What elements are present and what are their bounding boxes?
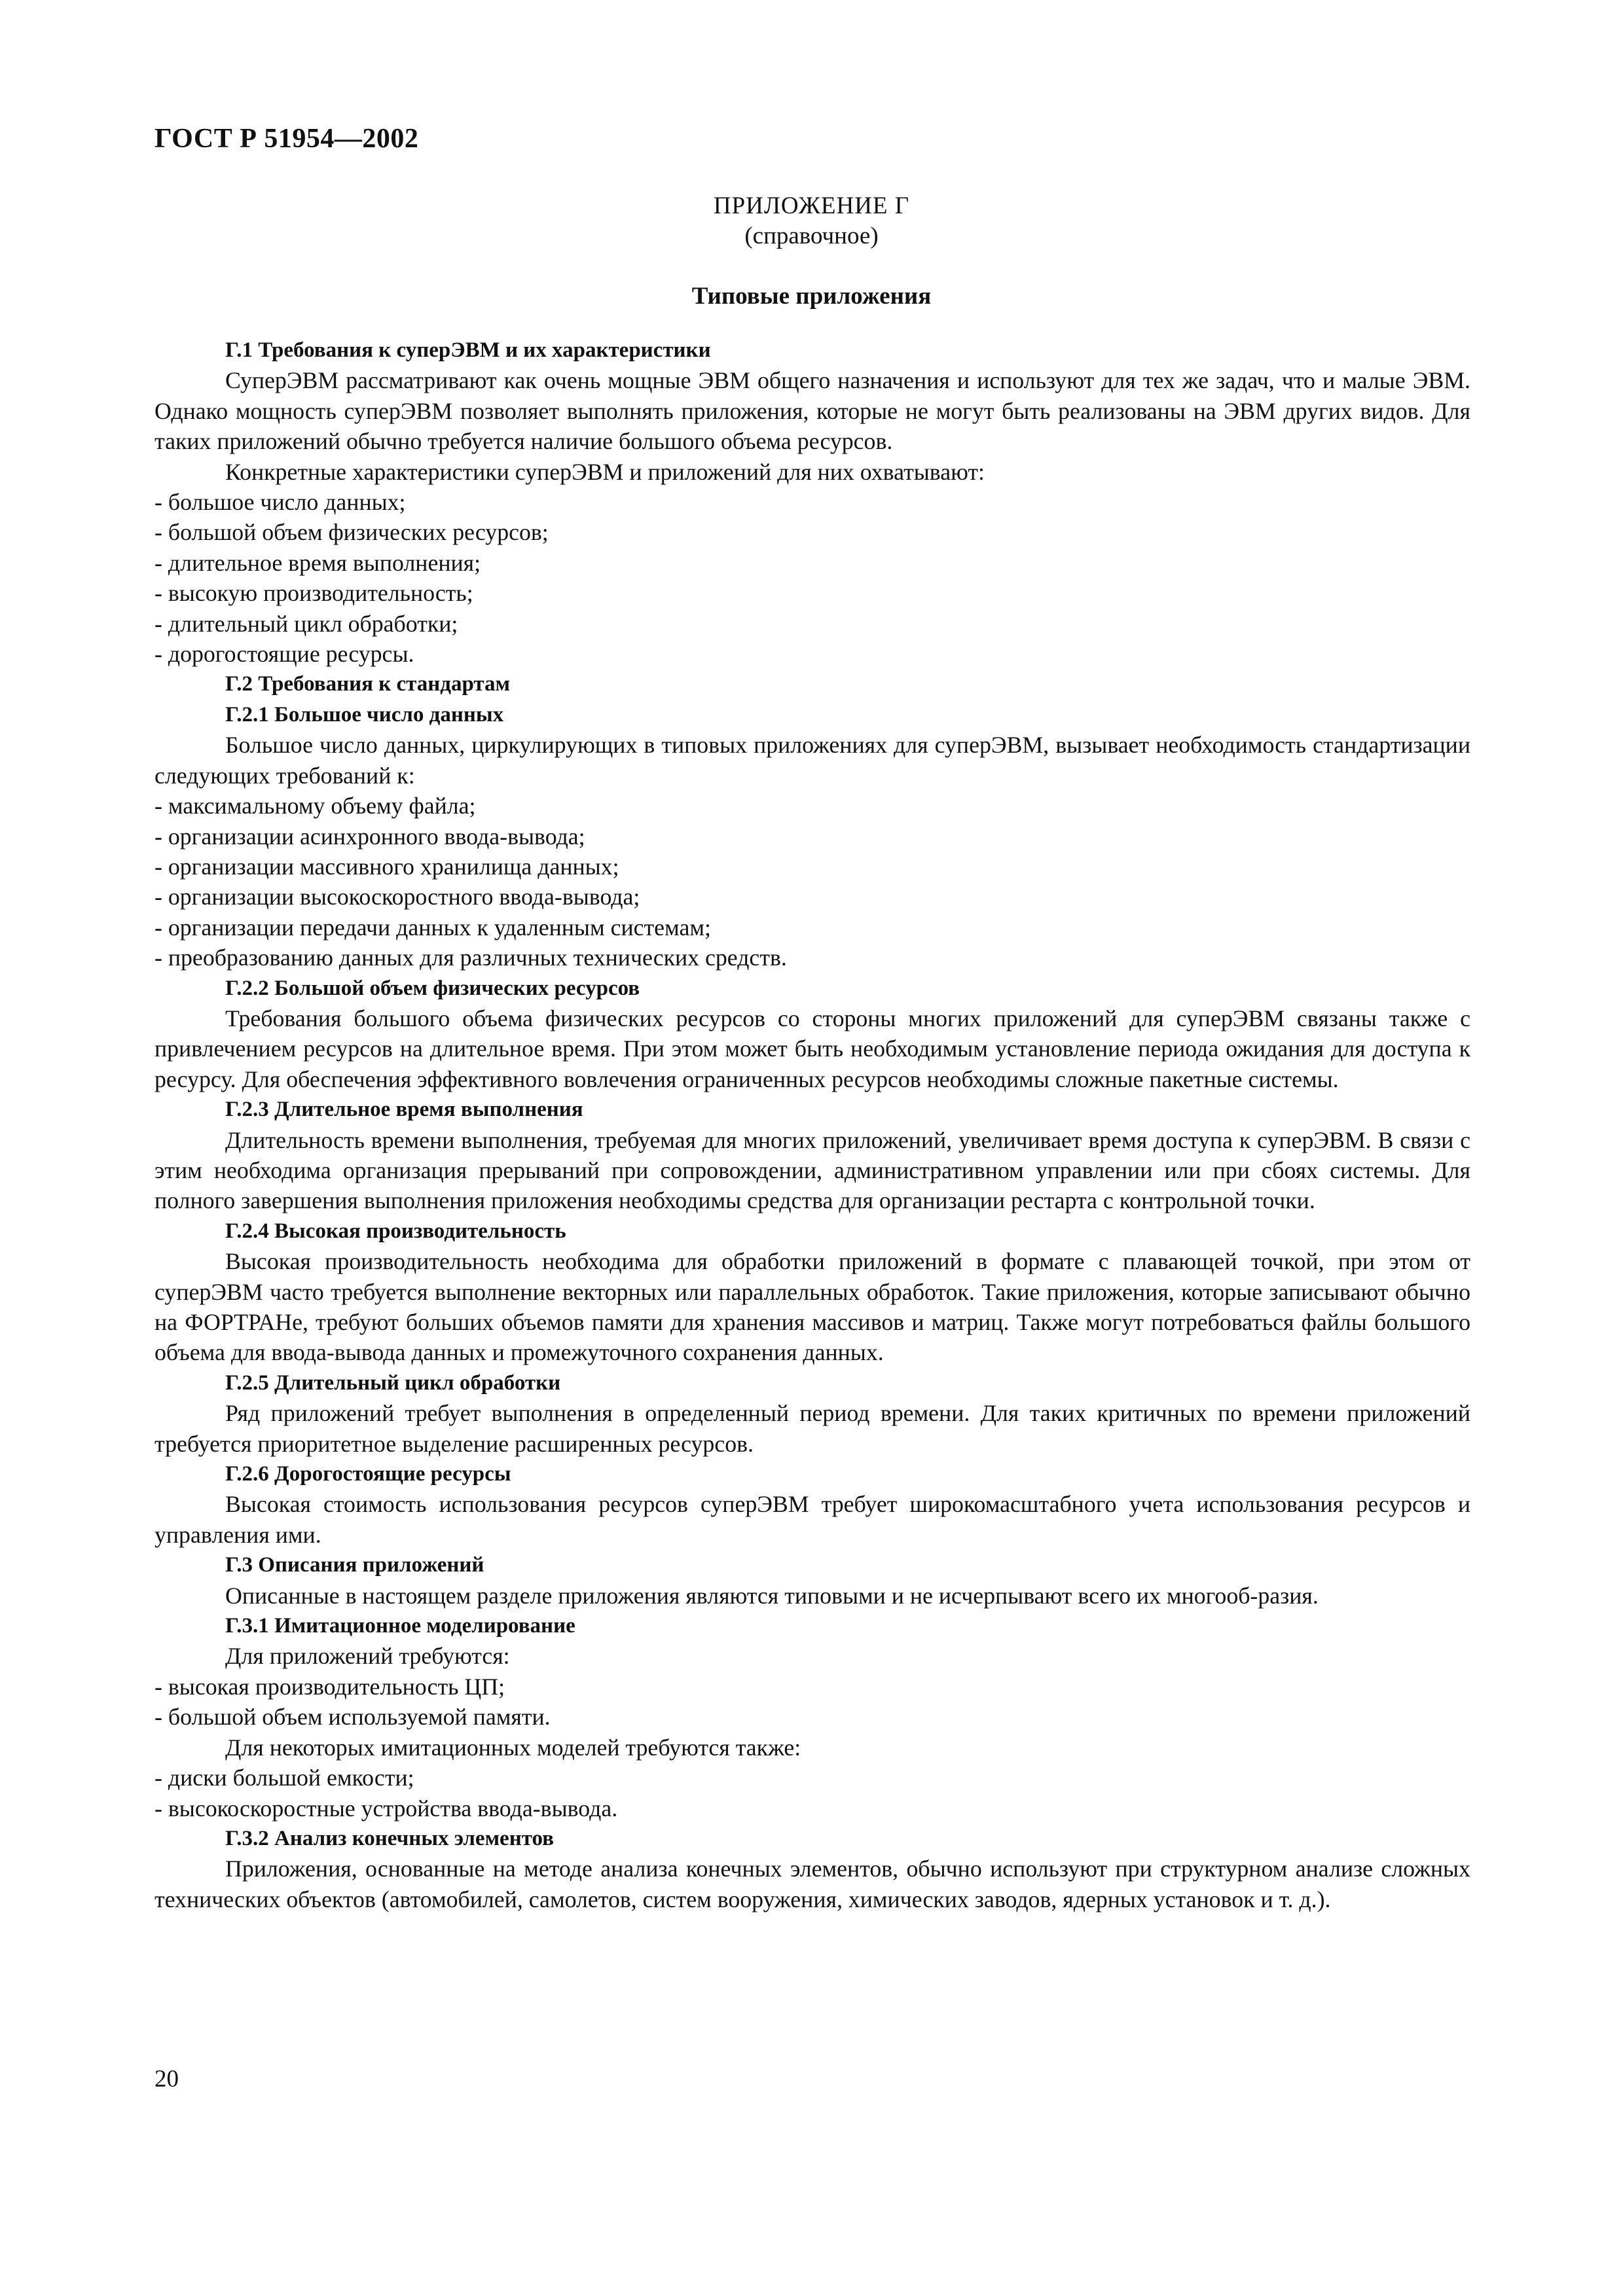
heading-g23: Г.2.3 Длительное время выполнения [225,1098,583,1122]
heading-g26: Г.2.6 Дорогостоящие ресурсы [225,1462,511,1486]
heading-g25: Г.2.5 Длительный цикл обработки [225,1371,561,1395]
page-number: 20 [155,2066,179,2092]
list-item: - преобразованию данных для различных технических средств. [155,944,787,971]
list-item: - длительное время выполнения; [155,549,481,576]
heading-g1: Г.1 Требования к суперЭВМ и их характеристики [225,338,711,362]
list-item: - максимальному объему файла; [155,793,476,819]
heading-g31: Г.3.1 Имитационное моделирование [225,1614,575,1638]
paragraph-g32: Приложения, основанные на методе анализа конечных элементов, обычно используют при структурном анализе сложных технических объектов (автомобилей, самолетов, систем вооружения, химических заводов, ядерных установок и т. д.). [155,1856,1470,1912]
paragraph-g31-2: Для некоторых имитационных моделей требуются также: [225,1734,801,1761]
paragraph-g24: Высокая производительность необходима для обработки приложений в формате с плавающей точкой, при этом от суперЭВМ часто требуется выполнение векторных или параллельных обработок. Такие приложения, которые записывают обычно на ФОРТРАНе, требуют больших объемов памяти для хранения массивов и матриц. Также могут потребоваться файлы большого объема для ввода-вывода данных и промежуточного сохранения данных. [155,1248,1470,1366]
list-item: - длительный цикл обработки; [155,610,458,637]
paragraph-g1-2: Конкретные характеристики суперЭВМ и приложений для них охватывают: [225,458,985,485]
list-item: - диски большой емкости; [155,1765,414,1791]
section-title: Типовые приложения [691,283,932,310]
paragraph-g31-1: Для приложений требуются: [225,1643,510,1670]
heading-g24: Г.2.4 Высокая производительность [225,1219,566,1243]
heading-g22: Г.2.2 Большой объем физических ресурсов [225,976,640,1000]
list-item: - организации асинхронного ввода-вывода; [155,823,585,850]
annex-title: ПРИЛОЖЕНИЕ Г [713,192,910,219]
list-item: - организации массивного хранилища данных; [155,853,619,880]
list-item: - большой объем физических ресурсов; [155,519,549,546]
heading-g2: Г.2 Требования к стандартам [225,672,510,696]
list-item: - большое число данных; [155,489,406,516]
annex-heading [0,191,1623,313]
paragraph-g25: Ряд приложений требует выполнения в определенный период времени. Для таких критичных по времени приложений требуется приоритетное выделение расширенных ресурсов. [155,1400,1470,1457]
list-item: - дорогостоящие ресурсы. [155,641,414,668]
heading-g3: Г.3 Описания приложений [225,1553,484,1577]
heading-g32: Г.3.2 Анализ конечных элементов [225,1826,554,1850]
paragraph-g22: Требования большого объема физических ресурсов со стороны многих приложений для суперЭВМ связаны также с привлечением ресурсов на длительное время. При этом может быть необходимым установление периода ожидания для доступа к ресурсу. Для обеспечения эффективного вовлечения ограниченных ресурсов необходимы сложные пакетные системы. [155,1005,1470,1092]
paragraph-g26: Высокая стоимость использования ресурсов суперЭВМ требует широкомасштабного учета использования ресурсов и управления ими. [155,1491,1470,1548]
list-item: - организации передачи данных к удаленным системам; [155,914,711,941]
heading-g21: Г.2.1 Большое число данных [225,702,504,726]
document-body [155,335,1470,1914]
list-item: - высокую производительность; [155,580,473,607]
annex-kind: (справочное) [744,223,879,249]
list-item: - большой объем используемой памяти. [155,1704,551,1731]
paragraph-g3: Описанные в настоящем разделе приложения являются типовыми и не исчерпывают всего их многооб-разия. [225,1582,1319,1609]
list-item: - организации высокоскоростного ввода-вывода; [155,884,640,910]
paragraph-g1-1: СуперЭВМ рассматривают как очень мощные ЭВМ общего назначения и используют для тех же задач, что и малые ЭВМ. Однако мощность суперЭВМ позволяет выполнять приложения, которые не могут быть реализованы на ЭВМ других видов. Для таких приложений обычно требуется наличие большого объема ресурсов. [155,367,1470,455]
list-item: - высокоскоростные устройства ввода-вывода. [155,1795,618,1821]
list-item: - высокая производительность ЦП; [155,1673,505,1700]
document-id: ГОСТ Р 51954—2002 [155,124,419,154]
paragraph-g21: Большое число данных, циркулирующих в типовых приложениях для суперЭВМ, вызывает необходимость стандартизации следующих требований к: [155,732,1470,789]
paragraph-g23: Длительность времени выполнения, требуемая для многих приложений, увеличивает время доступа к суперЭВМ. В связи с этим необходима организация прерываний при сопровождении, административном управлении или при сбоях системы. Для полного завершения выполнения приложения необходимы средства для организации рестарта с контрольной точки. [155,1126,1470,1214]
